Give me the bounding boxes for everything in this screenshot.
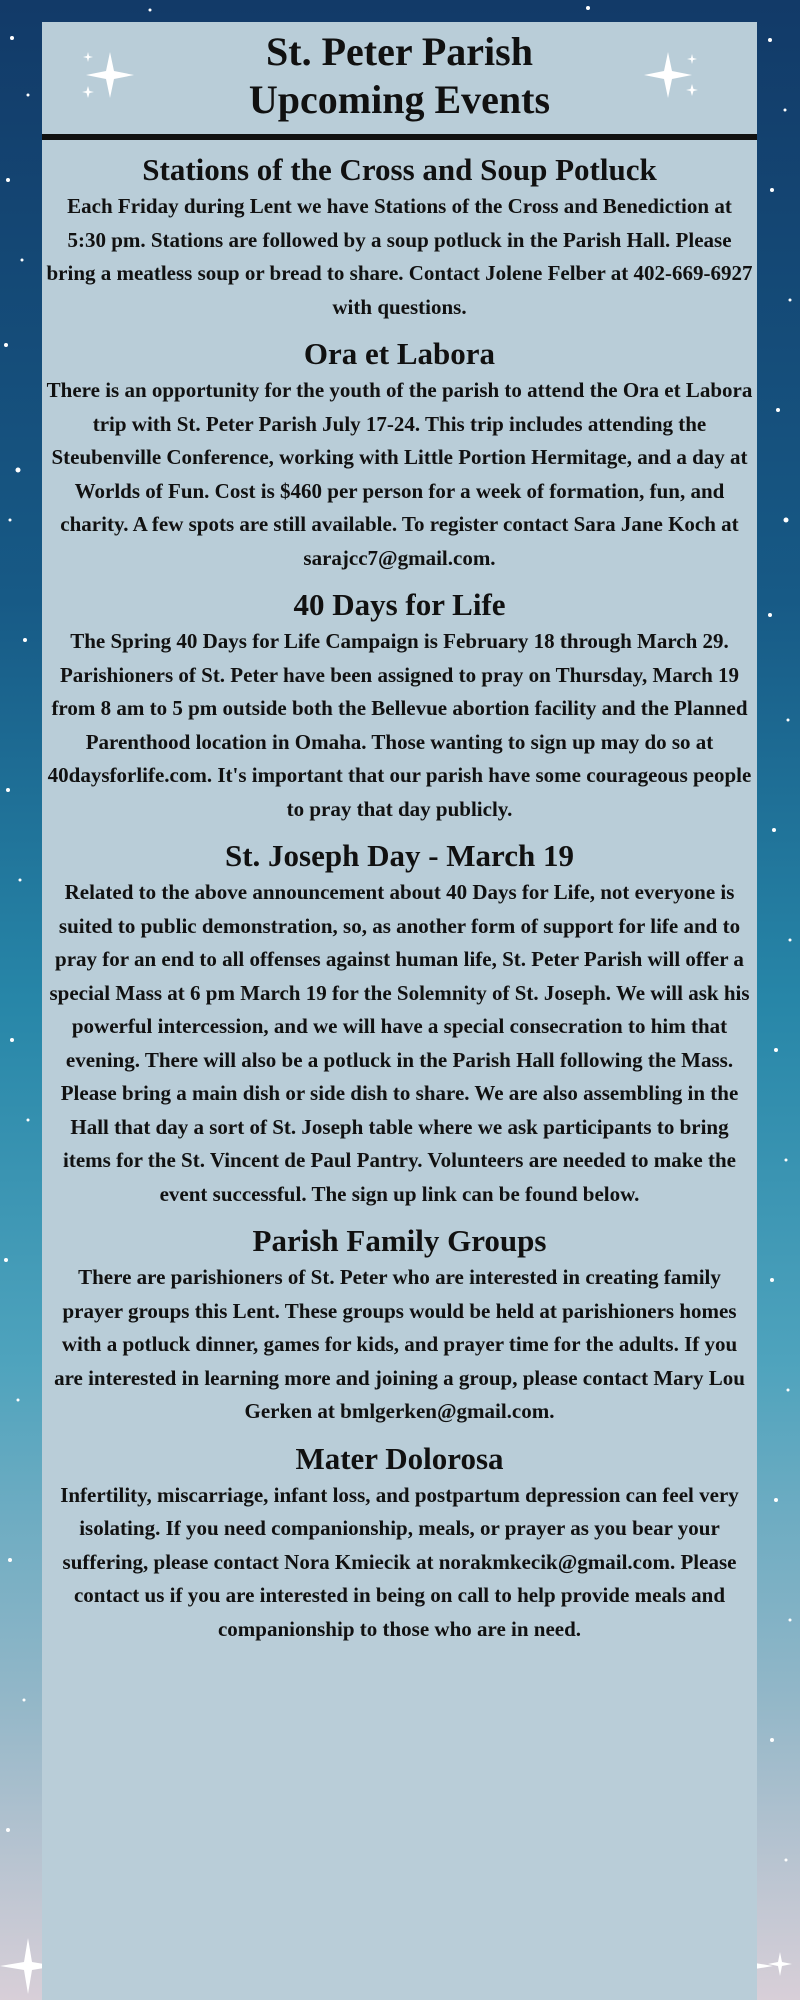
event-section — [42, 334, 757, 575]
event-title: Parish Family Groups — [252, 1223, 547, 1258]
star-dot — [4, 343, 8, 347]
event-section — [42, 585, 757, 826]
star-dot — [770, 1278, 774, 1282]
star-dot — [6, 788, 10, 792]
star-dot — [784, 518, 789, 523]
star-dot — [9, 519, 12, 522]
star-dot — [6, 178, 10, 182]
star-dot — [586, 6, 590, 10]
star-dot — [770, 188, 774, 192]
star-dot — [27, 1119, 30, 1122]
event-section — [42, 1439, 757, 1647]
star-dot — [789, 939, 792, 942]
event-section — [42, 1221, 757, 1429]
event-body: Related to the above announcement about 40 Days for Life, not everyone is suited to public demonstration, so, as another form of support for life and to pray for an end to all offenses against human life, St. Peter Parish will offer a special Mass at 6 pm March 19 for the Solemnity of St. Joseph. We will ask his powerful intercession, and we will have a special consecration to him that evening. There will also be a potluck in the Parish Hall following the Mass. Please bring a main dish or side dish to share. We are also assembling in the Hall that day a sort of St. Joseph table where we ask participants to bring items for the St. Vincent de Paul Pantry. Volunteers are needed to make the event successful. The sign up link can be found below. — [49, 880, 750, 1206]
star-dot — [768, 38, 772, 42]
star-dot — [17, 1399, 20, 1402]
star-dot — [787, 719, 790, 722]
star-dot — [10, 36, 14, 40]
sparkle-icon — [80, 50, 140, 100]
star-dot — [149, 9, 152, 12]
events-panel — [42, 22, 757, 2000]
event-title: Ora et Labora — [303, 336, 496, 371]
star-dot — [6, 1828, 10, 1832]
star-dot — [23, 638, 27, 642]
star-dot — [784, 109, 787, 112]
event-title: 40 Days for Life — [293, 587, 506, 622]
event-body: Infertility, miscarriage, infant loss, and postpartum depression can feel very isolating. If you need companionship, meals, or prayer as you bear your suffering, please contact Nora Kmiecik at norakmkecik@gmail.com. Please contact us if you are interested in being on call to help provide meals and companionship to those who are in need. — [60, 1482, 739, 1641]
star-dot — [776, 408, 780, 412]
star-dot — [16, 468, 21, 473]
star-dot — [774, 1498, 778, 1502]
star-dot — [770, 1738, 774, 1742]
star-dot — [772, 828, 776, 832]
event-title: Stations of the Cross and Soup Potluck — [142, 152, 657, 187]
sparkle-icon — [642, 50, 702, 100]
star-dot — [789, 1619, 792, 1622]
star-dot — [19, 879, 22, 882]
header — [42, 22, 757, 140]
star-dot — [789, 299, 792, 302]
event-body: The Spring 40 Days for Life Campaign is February 18 through March 29. Parishioners of St. Peter have been assigned to pray on Thursday, March 19 from 8 am to 5 pm outside both the Bellevue abortion facility and the Planned Parenthood location in Omaha. Those wanting to sign up may do so at 40daysforlife.com. It's important that our parish have some courageous people to pray that day publicly. — [47, 629, 752, 821]
star-dot — [21, 259, 24, 262]
star-dot — [8, 1558, 12, 1562]
star-dot — [10, 1038, 14, 1042]
event-body: There is an opportunity for the youth of the parish to attend the Ora et Labora trip with St. Peter Parish July 17-24. This trip includes attending the Steubenville Conference, working with Little Portion Hermitage, and a day at Worlds of Fun. Cost is $460 per person for a week of formation, fun, and charity. A few spots are still available. To register contact Sara Jane Koch at sarajcc7@gmail.com. — [46, 378, 753, 570]
star-dot — [787, 1389, 790, 1392]
star-dot — [23, 1699, 26, 1702]
star-dot — [4, 1258, 8, 1262]
page-title-line-2: Upcoming Events — [248, 77, 551, 122]
star-dot — [785, 1859, 788, 1862]
star-dot — [768, 613, 772, 617]
event-body: Each Friday during Lent we have Stations of the Cross and Benediction at 5:30 pm. Stations are followed by a soup potluck in the Parish Hall. Please bring a meatless soup or bread to share. Contact Jolene Felber at 402-669-6927 with questions. — [46, 194, 753, 319]
star-dot — [27, 94, 30, 97]
page-title-line-1: St. Peter Parish — [266, 29, 533, 74]
event-title: St. Joseph Day - March 19 — [224, 838, 575, 873]
event-body: There are parishioners of St. Peter who are interested in creating family prayer groups this Lent. These groups would be held at parishioners homes with a potluck dinner, games for kids, and prayer time for the adults. If you are interested in learning more and joining a group, please contact Mary Lou Gerken at bmlgerken@gmail.com. — [54, 1265, 745, 1423]
star-dot — [774, 1048, 778, 1052]
event-title: Mater Dolorosa — [295, 1440, 504, 1476]
event-section — [42, 836, 757, 1211]
event-section — [42, 150, 757, 324]
star-dot — [785, 1159, 788, 1162]
